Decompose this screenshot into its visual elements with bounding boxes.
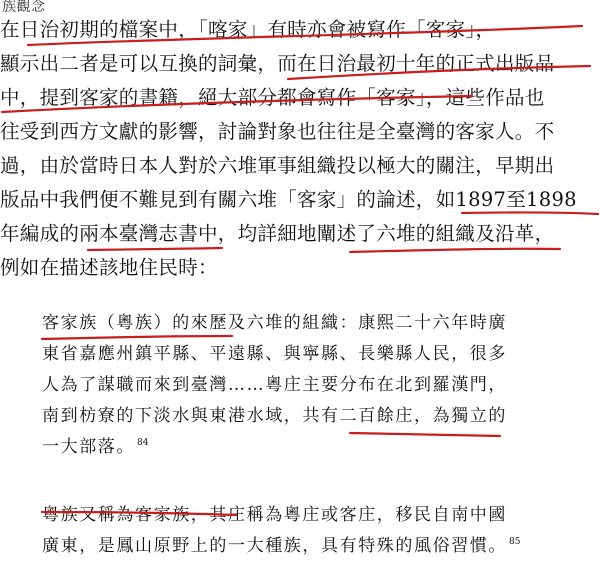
quote-text: 一大部落。: [42, 437, 135, 457]
underline-mark: [350, 433, 500, 436]
underline-mark: [350, 249, 560, 252]
underline-mark: [462, 212, 598, 214]
paragraph-line: 中，提到客家的書籍，絕大部分都會寫作「客家」，這些作品也: [0, 86, 545, 109]
quote-line: [42, 536, 520, 559]
underline-mark: [88, 248, 222, 250]
quote-line: 人為了謀職而來到臺灣……粵庄主要分布在北到羅漢門，: [42, 375, 507, 395]
footnote-marker: 84: [137, 438, 149, 448]
paragraph-line: 年編成的兩本臺灣志書中，均詳細地闡述了六堆的組織及沿革，: [0, 222, 555, 245]
paragraph-line: 例如在描述該地住民時：: [0, 256, 218, 279]
quote-line: 客家族（粵族）的來歷及六堆的組織：康熙二十六年時廣: [42, 313, 507, 333]
quote-line: [42, 437, 148, 460]
quote-line: 粵族又稱為客家族，其庄稱為粵庄或客庄，移民自南中國: [42, 505, 507, 525]
paragraph-line: 版品中我們便不難見到有關六堆「客家」的論述，如1897至1898: [0, 188, 577, 211]
header-fragment: 族觀念: [2, 0, 46, 15]
paragraph-line: 在日治初期的檔案中，「喀家」有時亦會被寫作「客家」，: [0, 18, 496, 41]
paragraph-line: 往受到西方文獻的影響，討論對象也往往是全臺灣的客家人。不: [0, 120, 555, 143]
quote-line: 南到枋寮的下淡水與東港水域，共有二百餘庄，為獨立的: [42, 406, 507, 426]
underline-mark: [42, 336, 232, 339]
quote-line: 東省嘉應州鎮平縣、平遠縣、與寧縣、長樂縣人民，很多: [42, 344, 507, 364]
paragraph-line: 顯示出二者是可以互換的詞彙，而在日治最初十年的正式出版品: [0, 52, 555, 75]
paragraph-line: 過，由於當時日本人對於六堆軍事組織投以極大的關注，早期出: [0, 154, 555, 177]
footnote-marker: 85: [509, 537, 521, 547]
quote-text: 廣東，是鳳山原野上的一大種族，具有特殊的風俗習慣。: [42, 536, 507, 556]
